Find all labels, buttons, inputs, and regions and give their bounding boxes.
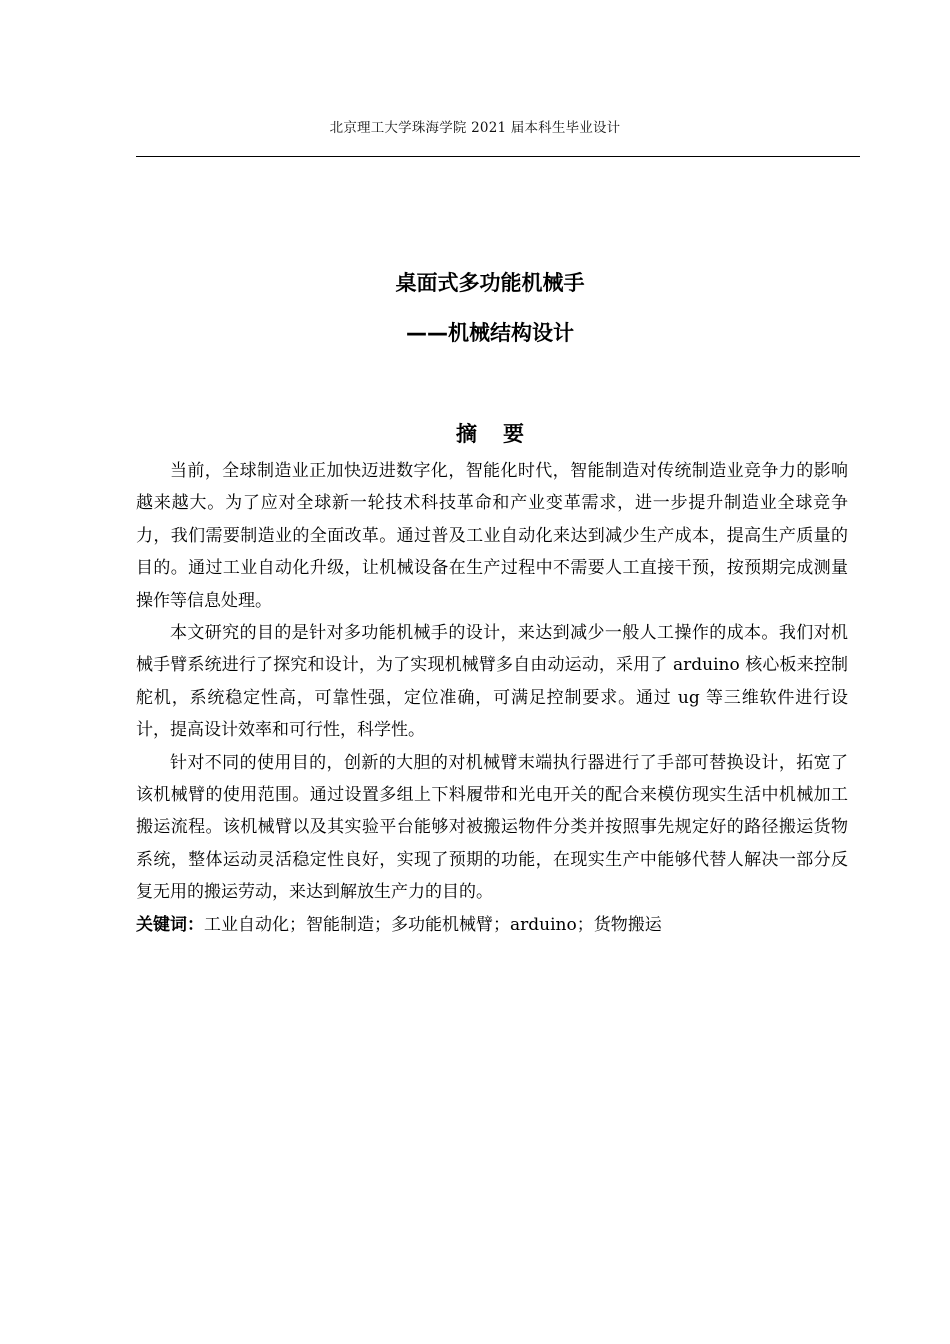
header-divider	[136, 156, 860, 157]
thesis-subtitle: ——机械结构设计	[406, 321, 574, 345]
keywords-text: 工业自动化；智能制造；多功能机械臂；arduino；货物搬运	[204, 914, 662, 935]
abstract-heading: 摘要	[456, 422, 550, 446]
thesis-title: 桌面式多功能机械手	[395, 271, 585, 295]
abstract-paragraph-2: 本文研究的目的是针对多功能机械手的设计，来达到减少一般人工操作的成本。我们对机械手臂系统进行了探究和设计，为了实现机械臂多自由动运动，采用了 arduino 核心板来控制舵机，系统稳定性高，可靠性强，定位准确，可满足控制要求。通过 ug 等三维软件进行设计，提高设计效率和可行性，科学性。	[136, 623, 848, 741]
keywords-label: 关键词：	[136, 914, 204, 935]
keywords-line	[136, 909, 848, 941]
abstract-paragraph-3: 针对不同的使用目的，创新的大胆的对机械臂末端执行器进行了手部可替换设计，拓宽了该机械臂的使用范围。通过设置多组上下料履带和光电开关的配合来模仿现实生活中机械加工搬运流程。该机械臂以及其实验平台能够对被搬运物件分类并按照事先规定好的路径搬运货物系统，整体运动灵活稳定性良好，实现了预期的功能，在现实生产中能够代替人解决一部分反复无用的搬运劳动，来达到解放生产力的目的。	[136, 752, 848, 903]
abstract-paragraph-1: 当前，全球制造业正加快迈进数字化，智能化时代，智能制造对传统制造业竞争力的影响越来越大。为了应对全球新一轮技术科技革命和产业变革需求，进一步提升制造业全球竞争力，我们需要制造业的全面改革。通过普及工业自动化来达到减少生产成本，提高生产质量的目的。通过工业自动化升级，让机械设备在生产过程中不需要人工直接干预，按预期完成测量操作等信息处理。	[136, 461, 848, 611]
abstract-body	[136, 455, 848, 941]
header-text: 北京理工大学珠海学院 2021 届本科生毕业设计	[329, 120, 621, 136]
